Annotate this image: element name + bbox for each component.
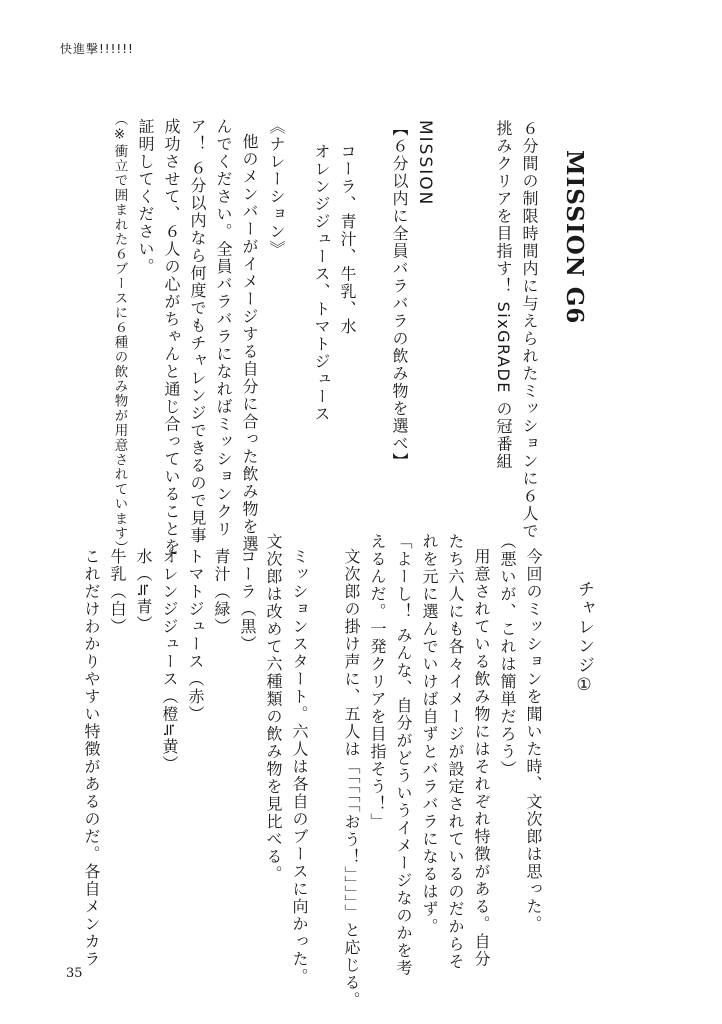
narration-line-2: んでください。全員バラバラになればミッションクリ — [214, 118, 233, 538]
mission-label: MISSION — [415, 120, 435, 207]
intro-line-1: ６分間の制限時間内に与えられたミッションに６人で — [520, 120, 539, 540]
running-header: 快進撃!!!!!! — [60, 42, 134, 56]
drinks-line-1: コーラ、青汁、牛乳、水 — [338, 143, 357, 336]
story-line-2: （悪いが、これは簡単だろう） — [498, 533, 517, 778]
challenge-title: チャレンジ① — [574, 580, 594, 697]
note: （※衝立で囲まれた６ブースに６種の飲み物が用意されています） — [111, 112, 128, 556]
story-line-6: 「よーし！ みんな、自分がどういうイメージなのかを考 — [394, 533, 413, 978]
narration-line-4: 成功させて、６人の心がちゃんと通じ合っていることを — [162, 118, 181, 556]
intro-line-2: 挑みクリアを目指す！ SixGRADE の冠番組 — [494, 120, 513, 471]
story-line-last: これだけわかりやすい特徴があるのだ。各自メンカラ — [82, 548, 101, 968]
mission-title: MISSION G6 — [561, 150, 588, 325]
drink-tomato: トマトジュース（赤） — [186, 548, 205, 723]
narration-line-3: ア！ ６分以内なら何度でもチャレンジできるので見事 — [188, 118, 207, 545]
drink-milk: 牛乳（白） — [108, 548, 127, 636]
story-line-8: 文次郎の掛け声に、五人は「「「「「おう！」」」」」と応じる。 — [342, 548, 361, 1009]
narration-line-1: 他のメンバーがイメージする自分に合った飲み物を選 — [240, 133, 259, 553]
story-line-3: 用意されている飲み物にはそれぞれ特徴がある。自分 — [472, 548, 491, 968]
page-number: 35 — [66, 966, 83, 981]
drinks-line-2: オレンジジュース、トマトジュース — [312, 143, 331, 423]
story-line-7: えるんだ。一発クリアを目指そう！」 — [368, 533, 387, 831]
story-line-10: 文次郎は改めて六種類の飲み物を見比べる。 — [264, 533, 283, 883]
story-line-4: たち六人にも各々イメージが設定されているのだからそ — [446, 533, 465, 971]
drink-cola: コーラ（黒） — [238, 548, 257, 653]
mission-text: 【６分以内に全員バラバラの飲み物を選べ】 — [390, 120, 409, 470]
drink-aojiru: 青汁（緑） — [212, 548, 231, 636]
story-line-5: れを元に選んでいけば自ずとバラバラになるはず。 — [420, 533, 439, 936]
narration-label: 《ナレーション》 — [267, 118, 286, 258]
narration-line-5: 証明してください。 — [136, 118, 155, 276]
drink-water: 水（≒青） — [134, 548, 153, 633]
story-line-9: ミッションスタート。六人は各自のブースに向かった。 — [290, 548, 309, 986]
drink-orange: オレンジジュース（橙≒黄） — [160, 548, 179, 773]
story-line-1: 今回のミッションを聞いた時、文次郎は思った。 — [524, 548, 543, 933]
